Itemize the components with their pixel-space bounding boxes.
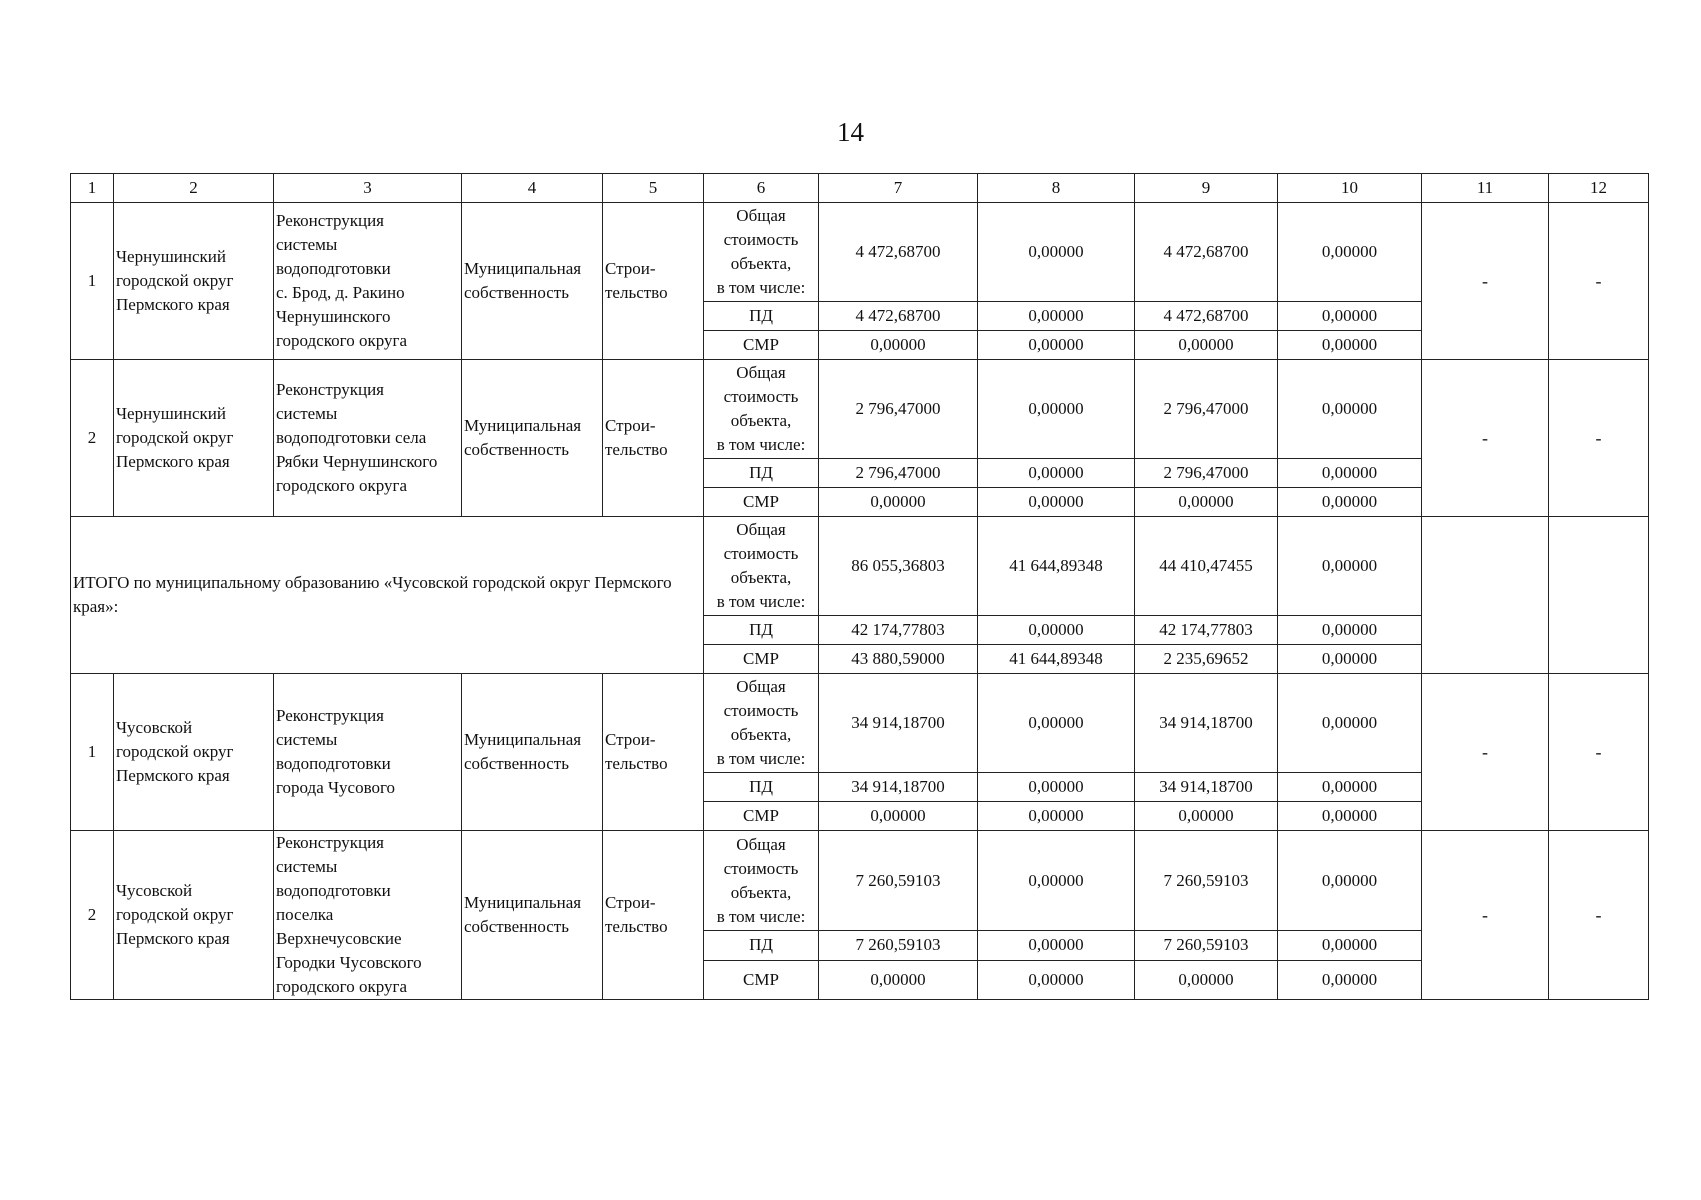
smr-label: СМР — [704, 488, 819, 517]
value-col-8: 41 644,89348 — [978, 517, 1135, 616]
col-11-cell: - — [1422, 203, 1549, 360]
header-col-6: 6 — [704, 174, 819, 203]
municipality-cell: Чернушинский городской округ Пермского края — [114, 360, 274, 517]
col-12-cell: - — [1549, 203, 1649, 360]
object-cell: Реконструкция системы водоподготовки города Чусового — [274, 674, 462, 831]
value-col-9: 7 260,59103 — [1135, 931, 1278, 960]
value-col-7: 34 914,18700 — [819, 674, 978, 773]
value-col-8: 0,00000 — [978, 931, 1135, 960]
total-cost-label: Общая стоимость объекта, в том числе: — [704, 674, 819, 773]
row-number: 1 — [71, 674, 114, 831]
value-col-8: 0,00000 — [978, 674, 1135, 773]
pd-label: ПД — [704, 773, 819, 802]
smr-label: СМР — [704, 645, 819, 674]
subtotal-total-row — [71, 517, 1649, 616]
value-col-10: 0,00000 — [1278, 616, 1422, 645]
pd-label: ПД — [704, 302, 819, 331]
header-col-2: 2 — [114, 174, 274, 203]
work-type-cell: Строи- тельство — [603, 831, 704, 1000]
object-cell: Реконструкция системы водоподготовки с. Брод, д. Ракино Чернушинского городского округа — [274, 203, 462, 360]
ownership-cell: Муниципальная собственность — [462, 203, 603, 360]
col-12-cell: - — [1549, 674, 1649, 831]
value-col-10: 0,00000 — [1278, 459, 1422, 488]
value-col-9: 4 472,68700 — [1135, 302, 1278, 331]
group-4-total-row — [71, 831, 1649, 931]
header-col-5: 5 — [603, 174, 704, 203]
value-col-10: 0,00000 — [1278, 931, 1422, 960]
value-col-9: 4 472,68700 — [1135, 203, 1278, 302]
value-col-10: 0,00000 — [1278, 773, 1422, 802]
value-col-9: 0,00000 — [1135, 960, 1278, 999]
col-11-cell: - — [1422, 674, 1549, 831]
value-col-10: 0,00000 — [1278, 674, 1422, 773]
value-col-8: 0,00000 — [978, 616, 1135, 645]
value-col-9: 0,00000 — [1135, 331, 1278, 360]
value-col-9: 44 410,47455 — [1135, 517, 1278, 616]
value-col-7: 0,00000 — [819, 802, 978, 831]
value-col-9: 2 796,47000 — [1135, 360, 1278, 459]
header-col-12: 12 — [1549, 174, 1649, 203]
ownership-cell: Муниципальная собственность — [462, 831, 603, 1000]
value-col-7: 4 472,68700 — [819, 302, 978, 331]
value-col-9: 0,00000 — [1135, 802, 1278, 831]
value-col-8: 0,00000 — [978, 203, 1135, 302]
group-1-total-row — [71, 203, 1649, 302]
col-12-cell: - — [1549, 831, 1649, 1000]
value-col-8: 0,00000 — [978, 459, 1135, 488]
group-2-total-row — [71, 360, 1649, 459]
value-col-9: 7 260,59103 — [1135, 831, 1278, 931]
value-col-10: 0,00000 — [1278, 360, 1422, 459]
col-11-cell: - — [1422, 831, 1549, 1000]
value-col-9: 2 235,69652 — [1135, 645, 1278, 674]
value-col-10: 0,00000 — [1278, 831, 1422, 931]
value-col-10: 0,00000 — [1278, 203, 1422, 302]
total-cost-label: Общая стоимость объекта, в том числе: — [704, 831, 819, 931]
value-col-8: 0,00000 — [978, 802, 1135, 831]
value-col-10: 0,00000 — [1278, 488, 1422, 517]
header-col-3: 3 — [274, 174, 462, 203]
col-12-cell: - — [1549, 360, 1649, 517]
col-11-cell: - — [1422, 360, 1549, 517]
value-col-7: 7 260,59103 — [819, 831, 978, 931]
group-3-total-row — [71, 674, 1649, 773]
expenditure-table — [70, 173, 1649, 1000]
header-col-10: 10 — [1278, 174, 1422, 203]
col-12-cell — [1549, 517, 1649, 674]
col-11-cell — [1422, 517, 1549, 674]
value-col-10: 0,00000 — [1278, 331, 1422, 360]
work-type-cell: Строи- тельство — [603, 360, 704, 517]
value-col-10: 0,00000 — [1278, 645, 1422, 674]
header-col-11: 11 — [1422, 174, 1549, 203]
value-col-7: 0,00000 — [819, 331, 978, 360]
pd-label: ПД — [704, 459, 819, 488]
value-col-10: 0,00000 — [1278, 802, 1422, 831]
value-col-7: 0,00000 — [819, 488, 978, 517]
value-col-8: 0,00000 — [978, 488, 1135, 517]
pd-label: ПД — [704, 931, 819, 960]
ownership-cell: Муниципальная собственность — [462, 674, 603, 831]
municipality-cell: Чернушинский городской округ Пермского края — [114, 203, 274, 360]
value-col-9: 42 174,77803 — [1135, 616, 1278, 645]
value-col-10: 0,00000 — [1278, 960, 1422, 999]
value-col-7: 4 472,68700 — [819, 203, 978, 302]
value-col-7: 86 055,36803 — [819, 517, 978, 616]
municipality-cell: Чусовской городской округ Пермского края — [114, 831, 274, 1000]
value-col-7: 7 260,59103 — [819, 931, 978, 960]
municipality-cell: Чусовской городской округ Пермского края — [114, 674, 274, 831]
value-col-7: 2 796,47000 — [819, 360, 978, 459]
total-cost-label: Общая стоимость объекта, в том числе: — [704, 517, 819, 616]
header-col-7: 7 — [819, 174, 978, 203]
value-col-8: 0,00000 — [978, 960, 1135, 999]
value-col-7: 2 796,47000 — [819, 459, 978, 488]
work-type-cell: Строи- тельство — [603, 203, 704, 360]
value-col-7: 34 914,18700 — [819, 773, 978, 802]
value-col-7: 0,00000 — [819, 960, 978, 999]
header-col-4: 4 — [462, 174, 603, 203]
value-col-7: 43 880,59000 — [819, 645, 978, 674]
header-col-1: 1 — [71, 174, 114, 203]
smr-label: СМР — [704, 331, 819, 360]
value-col-8: 0,00000 — [978, 331, 1135, 360]
value-col-8: 41 644,89348 — [978, 645, 1135, 674]
total-cost-label: Общая стоимость объекта, в том числе: — [704, 360, 819, 459]
row-number: 1 — [71, 203, 114, 360]
smr-label: СМР — [704, 802, 819, 831]
work-type-cell: Строи- тельство — [603, 674, 704, 831]
value-col-10: 0,00000 — [1278, 517, 1422, 616]
value-col-7: 42 174,77803 — [819, 616, 978, 645]
object-cell: Реконструкция системы водоподготовки поселка Верхнечусовские Городки Чусовского городского округа — [274, 831, 462, 1000]
ownership-cell: Муниципальная собственность — [462, 360, 603, 517]
row-number: 2 — [71, 360, 114, 517]
subtotal-label: ИТОГО по муниципальному образованию «Чусовской городской округ Пермского края»: — [71, 517, 704, 674]
pd-label: ПД — [704, 616, 819, 645]
value-col-9: 34 914,18700 — [1135, 773, 1278, 802]
total-cost-label: Общая стоимость объекта, в том числе: — [704, 203, 819, 302]
value-col-8: 0,00000 — [978, 360, 1135, 459]
header-row — [71, 174, 1649, 203]
value-col-9: 34 914,18700 — [1135, 674, 1278, 773]
value-col-8: 0,00000 — [978, 831, 1135, 931]
value-col-8: 0,00000 — [978, 773, 1135, 802]
smr-label: СМР — [704, 960, 819, 999]
object-cell: Реконструкция системы водоподготовки села Рябки Чернушинского городского округа — [274, 360, 462, 517]
header-col-9: 9 — [1135, 174, 1278, 203]
header-col-8: 8 — [978, 174, 1135, 203]
page-number: 14 — [837, 117, 864, 147]
value-col-8: 0,00000 — [978, 302, 1135, 331]
value-col-9: 2 796,47000 — [1135, 459, 1278, 488]
value-col-9: 0,00000 — [1135, 488, 1278, 517]
value-col-10: 0,00000 — [1278, 302, 1422, 331]
row-number: 2 — [71, 831, 114, 1000]
